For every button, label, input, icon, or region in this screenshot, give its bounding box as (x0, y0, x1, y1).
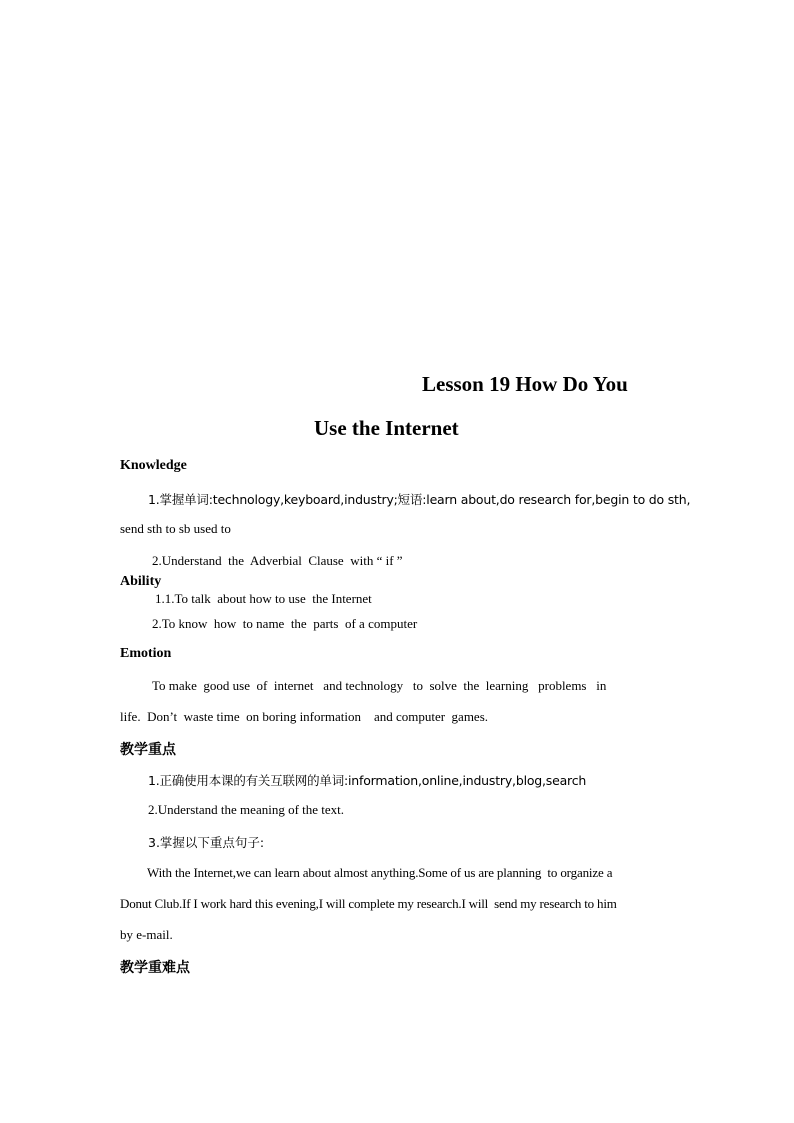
key-points-item-3: 3.掌握以下重点句子: (148, 835, 265, 850)
knowledge-item-1-line-1: 1.掌握单词:technology,keyboard,industry;短语:learn about,do research for,begin to do sth, (148, 492, 691, 507)
key-points-item-1: 1.正确使用本课的有关互联网的单词:information,online,industry,blog,search (148, 773, 587, 788)
knowledge-heading: Knowledge (120, 458, 187, 473)
emotion-line-2: life. Don’t waste time on boring information and computer games. (120, 709, 489, 724)
key-points-paragraph-line-2: Donut Club.If I work hard this evening,I will complete my research.I will send my research to him (120, 896, 617, 911)
key-points-item-2: 2.Understand the meaning of the text. (148, 802, 345, 817)
key-points-paragraph-line-3: by e-mail. (120, 927, 173, 942)
lesson-title-line-2: Use the Internet (314, 416, 459, 440)
ability-item-1: 1.1.To talk about how to use the Internet (155, 591, 372, 606)
emotion-heading: Emotion (120, 646, 172, 661)
lesson-title-line-1: Lesson 19 How Do You (422, 372, 628, 396)
key-points-paragraph-line-1: With the Internet,we can learn about almost anything.Some of us are planning to organize a (147, 865, 613, 880)
knowledge-item-2: 2.Understand the Adverbial Clause with “ if ” (152, 553, 403, 568)
ability-heading: Ability (120, 574, 162, 589)
knowledge-item-1-line-2: send sth to sb used to (120, 521, 231, 536)
emotion-line-1: To make good use of internet and technology to solve the learning problems in (152, 678, 607, 693)
difficult-points-heading: 教学重难点 (120, 960, 190, 976)
key-points-heading: 教学重点 (120, 742, 176, 758)
ability-item-2: 2.To know how to name the parts of a computer (152, 616, 418, 631)
